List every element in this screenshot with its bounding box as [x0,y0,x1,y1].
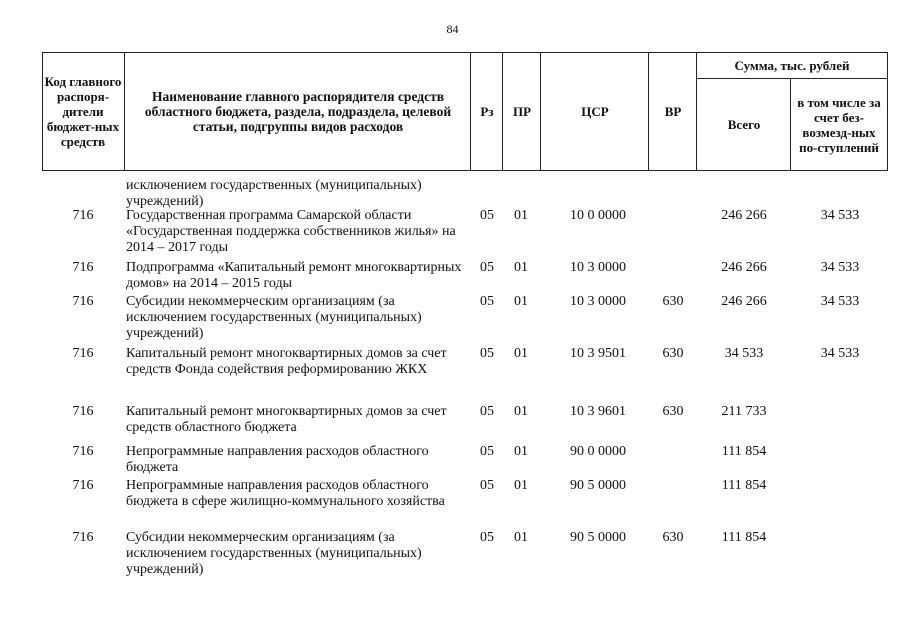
cell-csr: 10 3 9501 [570,346,626,361]
cell-name: Капитальный ремонт многоквартирных домов за счет средств областного бюджета [126,404,447,435]
cell-rz: 05 [480,260,494,275]
continuation-text: исключением государственных (муниципальных) учреждений) [126,178,422,209]
header-rz: Рз [480,104,494,119]
header-sum: Сумма, тыс. рублей [734,57,850,73]
cell-name: Непрограммные направления расходов областного бюджета в сфере жилищно-коммунального хозяйства [126,478,445,509]
cell-total: 111 854 [721,444,767,459]
cell-rz: 05 [480,346,494,361]
cell-code: 716 [72,294,94,309]
table-header [42,52,888,171]
cell-csr: 10 3 9601 [570,404,626,419]
cell-csr: 90 5 0000 [570,530,626,545]
cell-total: 111 854 [721,530,767,545]
cell-name: Подпрограмма «Капитальный ремонт многоквартирных домов» на 2014 – 2015 годы [126,260,462,291]
cell-rz: 05 [480,444,494,459]
cell-total: 111 854 [721,478,767,493]
cell-code: 716 [72,444,94,459]
cell-name: Непрограммные направления расходов областного бюджета [126,444,429,475]
cell-rz: 05 [480,294,494,309]
cell-bezvozmezd: 34 533 [820,346,860,361]
cell-name: Государственная программа Самарской области «Государственная поддержка собственников жилья» на 2014 – 2017 годы [126,208,456,255]
header-bezvozmezd: в том числе за счет без-возмезд-ных по-ступлений [797,94,881,155]
cell-csr: 90 0 0000 [570,444,626,459]
cell-pr: 01 [514,260,528,275]
header-name: Наименование главного распорядителя средств областного бюджета, раздела, подраздела, целевой статьи, подгруппы видов расходов [144,89,452,134]
cell-total: 246 266 [721,208,767,223]
cell-rz: 05 [480,478,494,493]
cell-pr: 01 [514,208,528,223]
page-number: 84 [446,22,459,36]
cell-pr: 01 [514,346,528,361]
cell-bezvozmezd: 34 533 [820,294,860,309]
cell-pr: 01 [514,404,528,419]
cell-rz: 05 [480,404,494,419]
cell-total: 211 733 [721,404,767,419]
cell-total: 246 266 [721,260,767,275]
cell-name: Капитальный ремонт многоквартирных домов за счет средств Фонда содействия реформированию ЖКХ [126,346,447,377]
cell-name: Субсидии некоммерческим организациям (за исключением государственных (муниципальных) учреждений) [126,530,422,577]
cell-code: 716 [72,208,94,223]
header-csr: ЦСР [581,104,609,119]
cell-vr: 630 [662,530,684,545]
cell-vr: 630 [662,404,684,419]
cell-code: 716 [72,346,94,361]
header-total: Всего [727,117,761,132]
cell-code: 716 [72,404,94,419]
cell-csr: 10 3 0000 [570,294,626,309]
cell-pr: 01 [514,294,528,309]
header-pr: ПР [512,104,532,119]
cell-pr: 01 [514,530,528,545]
cell-csr: 10 3 0000 [570,260,626,275]
cell-vr: 630 [662,294,684,309]
cell-csr: 10 0 0000 [570,208,626,223]
header-vr: ВР [664,104,682,119]
cell-rz: 05 [480,530,494,545]
cell-rz: 05 [480,208,494,223]
cell-total: 34 533 [724,346,764,361]
cell-total: 246 266 [721,294,767,309]
cell-pr: 01 [514,478,528,493]
cell-bezvozmezd: 34 533 [820,260,860,275]
cell-code: 716 [72,478,94,493]
cell-bezvozmezd: 34 533 [820,208,860,223]
cell-name: Субсидии некоммерческим организациям (за исключением государственных (муниципальных) учреждений) [126,294,422,341]
cell-code: 716 [72,260,94,275]
cell-code: 716 [72,530,94,545]
cell-vr: 630 [662,346,684,361]
cell-pr: 01 [514,444,528,459]
header-code: Код главного распоря-дители бюджет-ных средств [44,74,122,149]
cell-csr: 90 5 0000 [570,478,626,493]
